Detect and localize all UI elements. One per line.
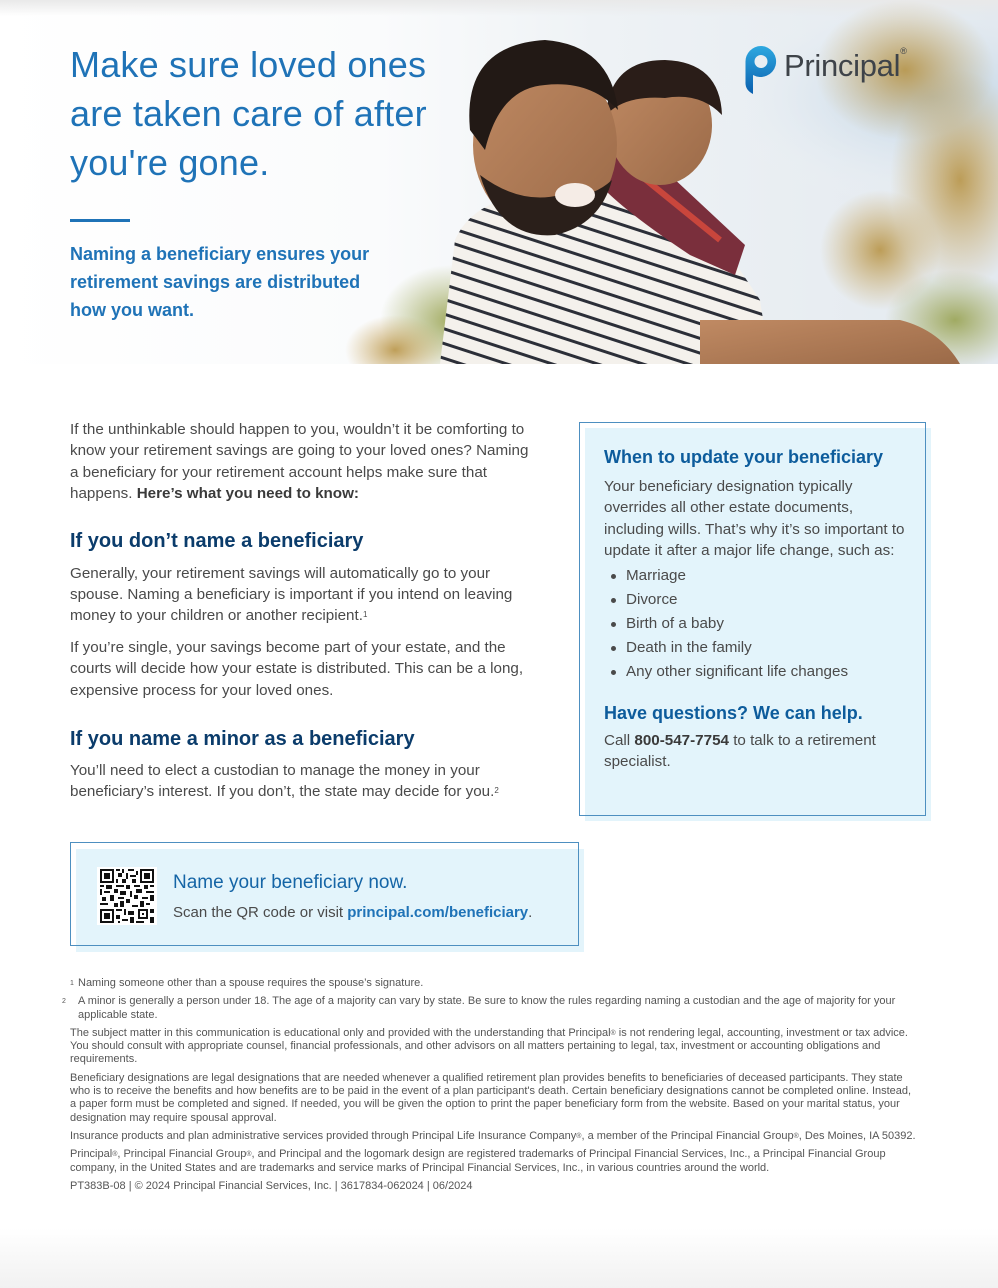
disclaimer-insurance: Insurance products and plan administrative services provided through Principal Life Insurance Company®, a member of the Principal Financial Group®, Des Moines, IA 50392. [70, 1129, 916, 1142]
qr-code-icon[interactable] [97, 867, 157, 925]
call-text: Call 800-547-7754 to talk to a retirement specialist. [604, 731, 876, 771]
principal-logomark-icon [744, 44, 778, 96]
heading-minor-beneficiary: If you name a minor as a beneficiary [70, 728, 415, 751]
disclaimer-trademark: Principal®, Principal Financial Group®, and Principal and the logomark design are registered trademarks of Principal Financial Services, Inc., a Principal Financial Group company, in the United States and are trademarks and service marks of Principal Financial Services, Inc., in various countries around the world. [70, 1148, 886, 1174]
update-beneficiary-heading: When to update your beneficiary [604, 447, 884, 467]
list-item: Any other significant life changes [604, 660, 914, 684]
principal-logo [744, 44, 907, 96]
minor-beneficiary-paragraph: You’ll need to elect a custodian to manage the money in your beneficiary’s interest. If you don’t, the state may decide for you.$^2$ [70, 762, 499, 801]
phone-number[interactable]: 800-547-7754 [634, 731, 729, 749]
bullet-icon [611, 574, 616, 579]
list-item: Birth of a baby [604, 612, 914, 636]
no-beneficiary-paragraph-1: Generally, your retirement savings will automatically go to your spouse. Naming a beneficiary is important if you intend on leaving money to your children or another recipient.$^1$ [70, 564, 513, 625]
list-item: Marriage [604, 564, 914, 588]
beneficiary-link[interactable]: principal.com/beneficiary [347, 904, 529, 921]
bullet-icon [611, 598, 616, 603]
list-item: Divorce [604, 588, 914, 612]
footnote-1: 1 Naming someone other than a spouse requires the spouse’s signature. [70, 977, 424, 989]
no-beneficiary-paragraph-2: If you’re single, your savings become part of your estate, and the courts will decide how your estate is distributed. This can be a long, expensive process for your loved ones. [70, 638, 524, 699]
life-change-list [604, 564, 914, 684]
bullet-icon [611, 646, 616, 651]
main-content [70, 419, 540, 803]
update-beneficiary-text: Your beneficiary designation typically overrides all other estate documents, including wills. That’s why it’s so important to update it after a major life change, such as: [604, 478, 905, 560]
cta-text: Scan the QR code or visit principal.com/beneficiary. [173, 904, 533, 921]
footnote-2: 2 A minor is generally a person under 18. The age of a majority can vary by state. Be sure to know the rules regarding naming a custodian and the age of majority for your applicable state. [62, 995, 896, 1021]
page-bottom-shade [0, 1228, 998, 1288]
document-id: PT383B-08 | © 2024 Principal Financial Services, Inc. | 3617834-062024 | 06/2024 [70, 1179, 473, 1192]
hero-divider [70, 219, 130, 222]
hero-banner [0, 0, 998, 364]
footnote-ref-1: 1 [362, 610, 368, 620]
questions-heading: Have questions? We can help. [604, 702, 863, 723]
hero-title: Make sure loved ones are taken care of after you're gone. [70, 44, 427, 183]
cta-title: Name your beneficiary now. [173, 872, 408, 893]
bullet-icon [611, 670, 616, 675]
footnote-ref-2: 2 [494, 786, 499, 796]
disclaimer-designations: Beneficiary designations are legal designations that are needed whenever a qualified retirement plan provides benefits to beneficiaries of deceased participants. They state who is to receive the benefits and how benefits are to be paid in the event of a plan participant's death. Certain beneficiary designations cannot be completed online. Instead, a paper form must be completed and signed. If needed, you will be given the option to print the paper beneficiary form from the website. Based on your marital status, your designation may require spousal approval. [70, 1071, 912, 1124]
bullet-icon [611, 622, 616, 627]
intro-paragraph: If the unthinkable should happen to you, wouldn’t it be comforting to know your retirement savings are going to your loved ones? Naming a beneficiary for your retirement account helps make sure that happens. Here’s what you need to know: [70, 421, 529, 503]
principal-wordmark: Principal® [784, 46, 907, 83]
disclaimer-educational: The subject matter in this communication is educational only and provided with the understanding that Principal® is not rendering legal, accounting, investment or tax advice. You should consult with appropriate counsel, financial professionals, and other advisors on all matters pertaining to legal, tax, investment or accounting obligations and requirements. [70, 1026, 908, 1066]
intro-emphasis: Here’s what you need to know: [136, 485, 359, 503]
footnotes [62, 977, 920, 1198]
list-item: Death in the family [604, 636, 914, 660]
heading-no-beneficiary: If you don’t name a beneficiary [70, 529, 364, 552]
hero-subtitle: Naming a beneficiary ensures your retirement savings are distributed how you want. [70, 244, 370, 320]
update-beneficiary-box [604, 445, 914, 772]
